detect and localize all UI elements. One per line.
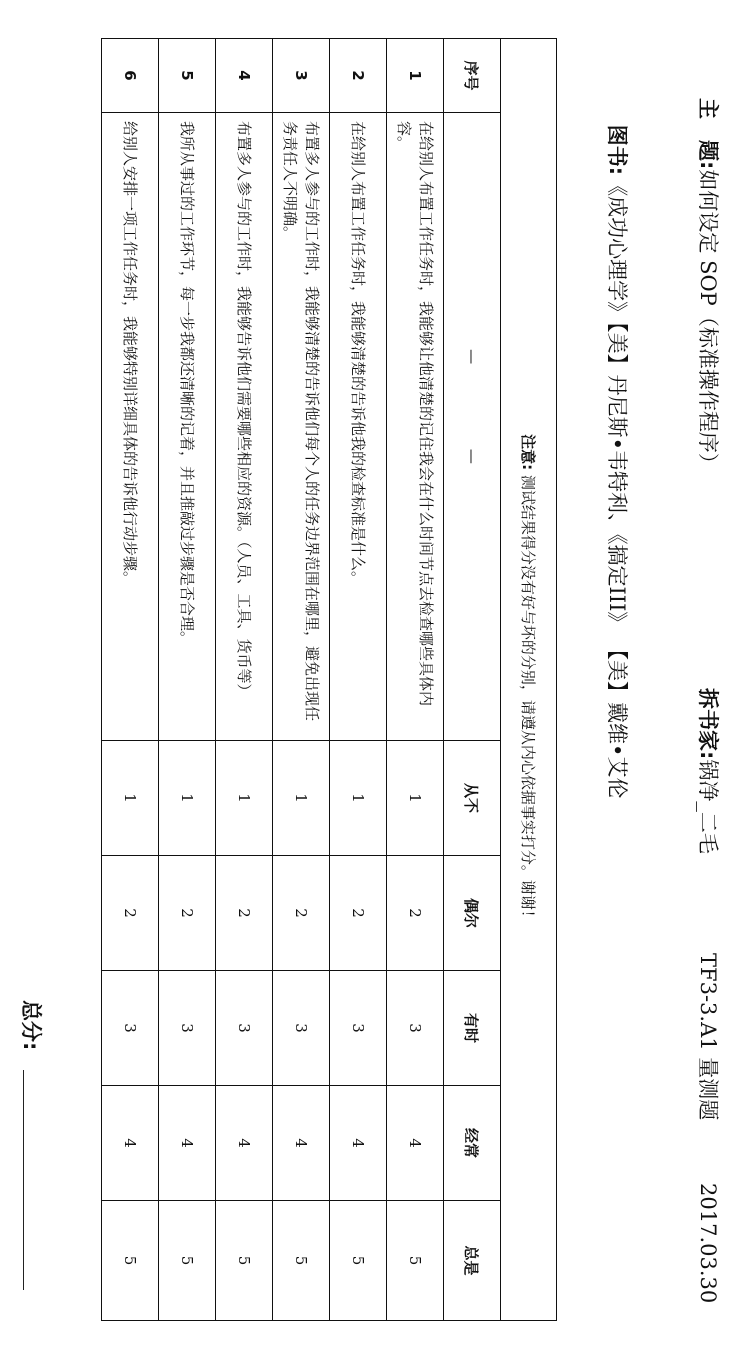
header-always: 总是: [444, 1201, 501, 1321]
row-question: 在给别人布置工作任务时，我能够清楚的告诉他我的检查标准是什么。: [330, 113, 387, 741]
header-never: 从不: [444, 741, 501, 856]
note-text: 测试结果得分没有好与坏的分别，请遵从内心依据事实打分。谢谢！: [519, 474, 537, 925]
table-row: [273, 39, 330, 1321]
score-option[interactable]: 4: [330, 1086, 387, 1201]
row-index: 3: [273, 39, 330, 113]
score-option[interactable]: 3: [330, 971, 387, 1086]
score-option[interactable]: 2: [216, 856, 273, 971]
total-score-label: 总分:: [19, 1000, 43, 1051]
author-block: [694, 688, 722, 854]
books-value: 《成功心理学》【美】丹尼斯•韦特利、《搞定III》 【美】戴维•艾伦: [605, 175, 629, 799]
header-row: [444, 39, 501, 1321]
header-index: 序号: [444, 39, 501, 113]
score-option[interactable]: 3: [387, 971, 444, 1086]
table-row: [387, 39, 444, 1321]
score-option[interactable]: 5: [159, 1201, 216, 1321]
row-index: 5: [159, 39, 216, 113]
row-question: 在给别人布置工作任务时，我能够让他清楚的记住我会在什么时间节点去检查哪些具体内容。: [387, 113, 444, 741]
score-option[interactable]: 4: [273, 1086, 330, 1201]
books-line: [575, 98, 659, 798]
score-option[interactable]: 2: [330, 856, 387, 971]
topic-line-left: [694, 98, 722, 474]
score-option[interactable]: 1: [273, 741, 330, 856]
header-question: — —: [444, 113, 501, 741]
score-option[interactable]: 1: [159, 741, 216, 856]
score-option[interactable]: 5: [330, 1201, 387, 1321]
score-option[interactable]: 1: [216, 741, 273, 856]
score-option[interactable]: 3: [273, 971, 330, 1086]
score-option[interactable]: 2: [102, 856, 159, 971]
score-option[interactable]: 4: [159, 1086, 216, 1201]
score-option[interactable]: 1: [330, 741, 387, 856]
table-row: [102, 39, 159, 1321]
score-option[interactable]: 3: [216, 971, 273, 1086]
header-often: 经常: [444, 1086, 501, 1201]
score-option[interactable]: 5: [387, 1201, 444, 1321]
topic-value: 如何设定 SOP（标准操作程序）: [696, 169, 720, 474]
test-code: TF3-3.A1 量测题: [696, 953, 720, 1121]
row-index: 6: [102, 39, 159, 113]
row-index: 4: [216, 39, 273, 113]
books-label: 图书:: [605, 124, 629, 176]
row-index: 1: [387, 39, 444, 113]
test-date: 2017.03.30: [696, 1183, 720, 1304]
score-option[interactable]: 4: [216, 1086, 273, 1201]
score-option[interactable]: 4: [102, 1086, 159, 1201]
row-question: 布置多人参与的工作时，我能够清楚的告诉他们每个人的任务边界范围在哪里，避免出现任务责任人不明确。: [273, 113, 330, 741]
score-option[interactable]: 5: [273, 1201, 330, 1321]
score-option[interactable]: 1: [102, 741, 159, 856]
score-option[interactable]: 3: [159, 971, 216, 1086]
table-row: [159, 39, 216, 1321]
score-option[interactable]: 1: [387, 741, 444, 856]
row-question: 我所从事过的工作环节，每一步我都还清晰的记着，并且推敲过步骤是否合理。: [159, 113, 216, 741]
score-option[interactable]: 4: [387, 1086, 444, 1201]
note-row: [501, 39, 557, 1321]
total-score-blank[interactable]: [23, 1070, 24, 1290]
author-value: 锅净_二毛: [696, 759, 720, 854]
score-option[interactable]: 2: [387, 856, 444, 971]
score-option[interactable]: 2: [273, 856, 330, 971]
table-row: [330, 39, 387, 1321]
table-row: [216, 39, 273, 1321]
score-option[interactable]: 3: [102, 971, 159, 1086]
row-question: 布置多人参与的工作时，我能够告诉他们需要哪些相应的资源。（人员、工具、货币等）: [216, 113, 273, 741]
row-index: 2: [330, 39, 387, 113]
survey-table: [101, 38, 557, 1321]
note-label: 注意:: [519, 434, 537, 471]
topic-label: 主 题:: [696, 98, 720, 170]
note-cell: [501, 39, 557, 1321]
header-occasionally: 偶尔: [444, 856, 501, 971]
score-option[interactable]: 5: [102, 1201, 159, 1321]
author-label: 拆书家:: [696, 688, 720, 760]
score-option[interactable]: 5: [216, 1201, 273, 1321]
header-sometimes: 有时: [444, 971, 501, 1086]
row-question: 给别人安排一项工作任务时，我能够特别详细具体的告诉他行动步骤。: [102, 113, 159, 741]
score-option[interactable]: 2: [159, 856, 216, 971]
